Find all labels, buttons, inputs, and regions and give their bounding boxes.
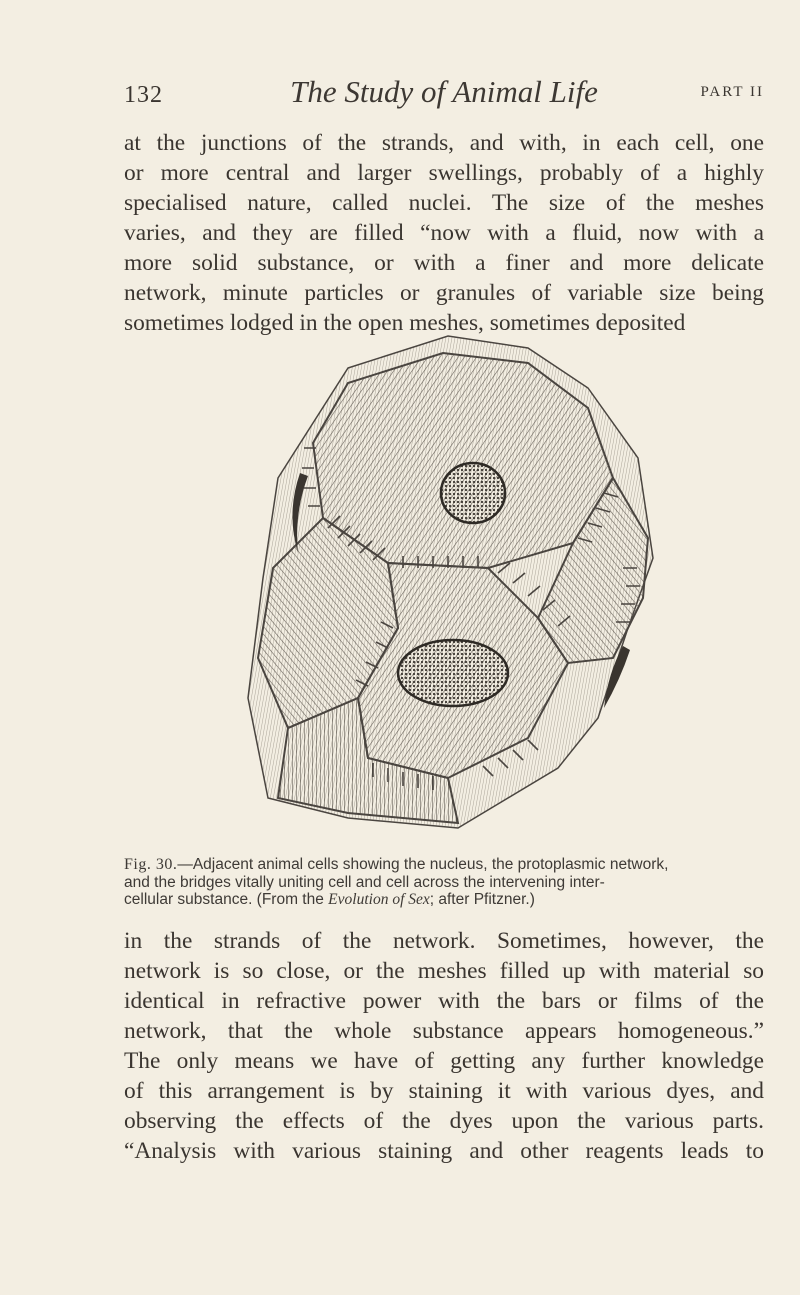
text-line: The only means we have of getting any further knowledge xyxy=(124,1048,764,1074)
text-line: network, that the whole substance appears homogeneous.” xyxy=(124,1018,764,1044)
caption-line-3 xyxy=(124,891,764,909)
caption-text-3a: cellular substance. (From the xyxy=(124,891,329,908)
caption-text-1: —Adjacent animal cells showing the nucleus, the protoplasmic network, xyxy=(177,856,669,873)
text-line: varies, and they are filled “now with a fluid, now with a xyxy=(124,220,764,246)
nucleus-upper xyxy=(441,463,505,523)
text-line: “Analysis with various staining and other reagents leads to xyxy=(124,1138,764,1164)
page-number: 132 xyxy=(124,82,163,108)
text-line: specialised nature, called nuclei. The size of the meshes xyxy=(124,190,764,216)
cell-drawing xyxy=(228,328,668,843)
text-line: network is so close, or the meshes filled up with material so xyxy=(124,958,764,984)
page-header xyxy=(124,74,764,114)
nucleus-central xyxy=(398,640,508,706)
paragraph-bottom xyxy=(124,926,764,1166)
part-label: PART II xyxy=(700,84,764,100)
caption-line-2: and the bridges vitally uniting cell and cell across the intervening inter- xyxy=(124,873,605,891)
figure-caption xyxy=(124,856,764,909)
paragraph-top xyxy=(124,128,764,338)
figure-label: Fig. 30. xyxy=(124,856,178,873)
text-line: sometimes lodged in the open meshes, sometimes deposited xyxy=(124,310,686,336)
text-line: more solid substance, or with a finer and more delicate xyxy=(124,250,764,276)
text-line: of this arrangement is by staining it with various dyes, and xyxy=(124,1078,764,1104)
caption-source-title: Evolution of Sex xyxy=(328,891,430,908)
text-line: network, minute particles or granules of variable size being xyxy=(124,280,764,306)
text-line: in the strands of the network. Sometimes, however, the xyxy=(124,928,764,954)
cell-network-illustration xyxy=(228,328,668,843)
running-title: The Study of Animal Life xyxy=(290,74,598,109)
text-line: observing the effects of the dyes upon the various parts. xyxy=(124,1108,764,1134)
caption-line-1 xyxy=(124,856,764,874)
text-line: identical in refractive power with the bars or films of the xyxy=(124,988,764,1014)
text-line: at the junctions of the strands, and with, in each cell, one xyxy=(124,130,764,156)
caption-text-3b: ; after Pfitzner.) xyxy=(429,891,535,908)
text-line: or more central and larger swellings, probably of a highly xyxy=(124,160,764,186)
